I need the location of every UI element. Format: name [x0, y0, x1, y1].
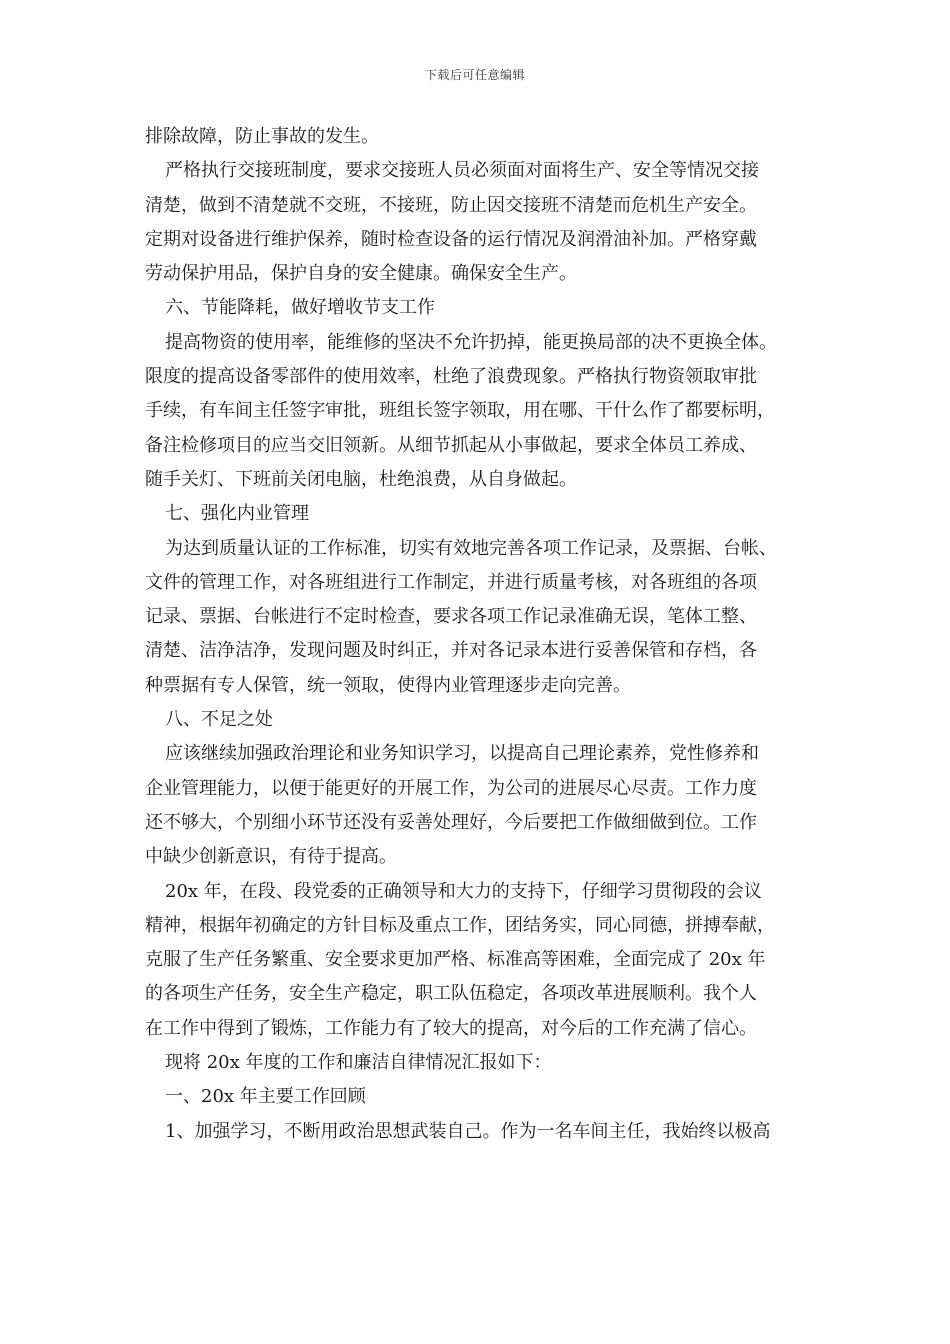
text-line: 还不够大，个别细小环节还没有妥善处理好，今后要把工作做细做到位。工作	[145, 811, 757, 833]
text-line: 应该继续加强政治理论和业务知识学习，以提高自己理论素养，党性修养和	[165, 743, 759, 765]
section-heading: 七、强化内业管理	[165, 503, 309, 525]
section-heading: 八、不足之处	[165, 709, 273, 731]
text-line: 1、加强学习，不断用政治思想武装自己。作为一名车间主任，我始终以极高	[165, 1120, 771, 1142]
text-line: 企业管理能力，以便于能更好的开展工作，为公司的进展尽心尽责。工作力度	[145, 777, 757, 799]
text-line: 精神，根据年初确定的方针目标及重点工作，团结务实，同心同德，拼搏奉献，	[145, 914, 775, 936]
text-line: 清楚，做到不清楚就不交班，不接班，防止因交接班不清楚而危机生产安全。	[145, 194, 757, 216]
text-line: 排除故障，防止事故的发生。	[145, 126, 379, 147]
text-line: 定期对设备进行维护保养，随时检查设备的运行情况及润滑油补加。严格穿戴	[145, 228, 757, 250]
text-line: 严格执行交接班制度，要求交接班人员必须面对面将生产、安全等情况交接	[165, 160, 759, 182]
text-line: 20x 年，在段、段党委的正确领导和大力的支持下，仔细学习贯彻段的会议	[165, 880, 762, 902]
text-line: 提高物资的使用率，能维修的坚决不允许扔掉，能更换局部的决不更换全体。	[165, 331, 777, 353]
text-line: 手续，有车间主任签字审批，班组长签字领取，用在哪、干什么作了都要标明，	[145, 400, 775, 422]
text-line: 清楚、洁净洁净，发现问题及时纠正，并对各记录本进行妥善保管和存档，各	[145, 640, 757, 662]
text-line: 文件的管理工作，对各班组进行工作制定，并进行质量考核，对各班组的各项	[145, 571, 757, 593]
page-header: 下载后可任意编辑	[424, 68, 525, 82]
section-heading: 六、节能降耗，做好增收节支工作	[165, 297, 435, 319]
text-line: 记录、票据、台帐进行不定时检查，要求各项工作记录准确无误，笔体工整、	[145, 606, 757, 628]
text-line: 在工作中得到了锻炼，工作能力有了较大的提高，对今后的工作充满了信心。	[145, 1017, 757, 1039]
document-body	[145, 120, 815, 1149]
text-line: 随手关灯、下班前关闭电脑，杜绝浪费，从自身做起。	[145, 468, 577, 490]
text-line: 限度的提高设备零部件的使用效率，杜绝了浪费现象。严格执行物资领取审批	[145, 366, 757, 388]
text-line: 为达到质量认证的工作标准，切实有效地完善各项工作记录，及票据、台帐、	[165, 537, 777, 559]
text-line: 现将 20x 年度的工作和廉洁自律情况汇报如下：	[165, 1052, 552, 1074]
text-line: 克服了生产任务繁重、安全要求更加严格、标准高等困难，全面完成了 20x 年	[145, 949, 766, 971]
section-heading: 一、20x 年主要工作回顾	[165, 1086, 366, 1108]
text-line: 劳动保护用品，保护自身的安全健康。确保安全生产。	[145, 263, 577, 285]
text-line: 中缺少创新意识，有待于提高。	[145, 846, 397, 868]
text-line: 种票据有专人保管，统一领取，使得内业管理逐步走向完善。	[145, 674, 631, 696]
text-line: 备注检修项目的应当交旧领新。从细节抓起从小事做起，要求全体员工养成、	[145, 434, 757, 456]
text-line: 的各项生产任务，安全生产稳定，职工队伍稳定，各项改革进展顺利。我个人	[145, 983, 757, 1005]
